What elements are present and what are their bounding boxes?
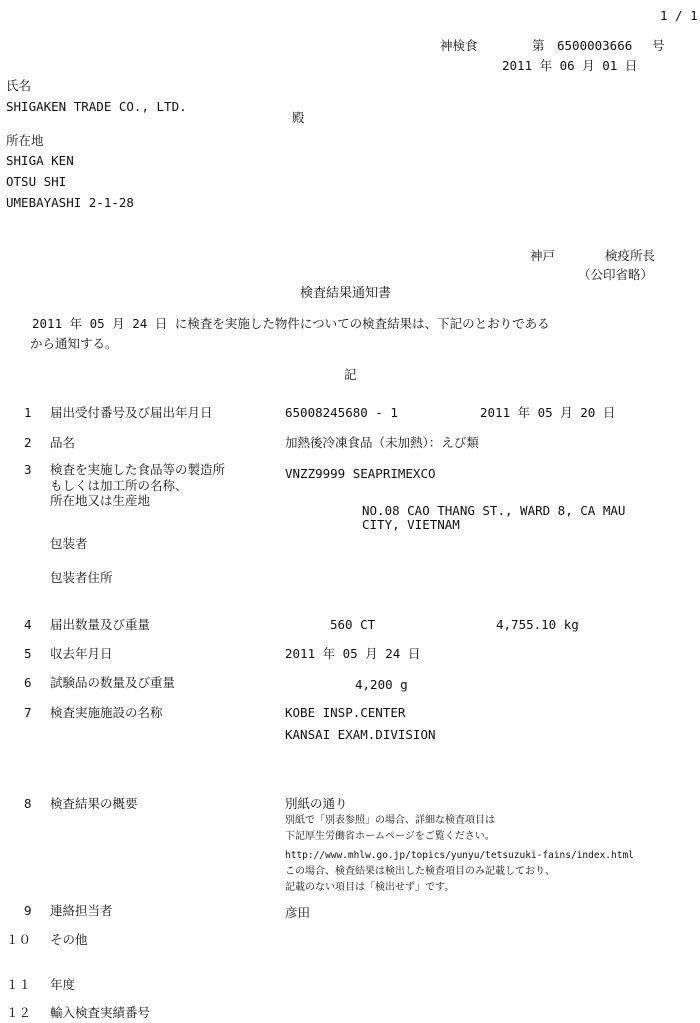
item-value: KANSAI EXAM.DIVISION xyxy=(285,727,436,742)
item-number: １０ xyxy=(6,932,32,947)
item-label: 輸入検査実績番号 xyxy=(50,1005,151,1020)
item-value: VNZZ9999 SEAPRIMEXCO xyxy=(285,466,436,481)
result-note: 別紙で「別表参照」の場合、詳細な検査項目は xyxy=(285,815,495,826)
honorific: 殿 xyxy=(292,110,305,125)
item-value-weight: 4,755.10 kg xyxy=(496,617,579,632)
packer-label: 包装者 xyxy=(50,536,88,551)
item-value: 2011 年 05 月 24 日 xyxy=(285,646,421,661)
item-label: 届出数量及び重量 xyxy=(50,617,151,632)
document-number-dai: 第 xyxy=(532,38,545,53)
page-counter: 1 / 1 xyxy=(660,8,698,23)
address-label: 所在地 xyxy=(6,133,44,148)
item-value: KOBE INSP.CENTER xyxy=(285,705,406,720)
item-number: 8 xyxy=(24,796,32,811)
document-number-go: 号 xyxy=(652,38,665,53)
item-number: 1 xyxy=(24,405,32,420)
item-number: １１ xyxy=(6,977,32,992)
item-label: 検査を実施した食品等の製造所 xyxy=(50,462,226,477)
issuer-office: 神戸 xyxy=(530,248,556,263)
address-line: OTSU SHI xyxy=(6,174,67,189)
ki-mark: 記 xyxy=(344,367,357,382)
result-note: 記載のない項目は「検出せず」です。 xyxy=(285,882,455,893)
item-number: 7 xyxy=(24,705,32,720)
intro-line: から通知する。 xyxy=(30,336,118,351)
item-label: 検査結果の概要 xyxy=(50,796,138,811)
item-label: 年度 xyxy=(50,977,76,992)
seal-note: （公印省略） xyxy=(578,267,654,282)
document-title: 検査結果通知書 xyxy=(300,286,392,301)
item-label: 連絡担当者 xyxy=(50,903,113,918)
item-label: もしくは加工所の名称、 xyxy=(50,478,188,493)
addressee-name: SHIGAKEN TRADE CO., LTD. xyxy=(6,99,187,114)
name-label: 氏名 xyxy=(6,78,32,93)
item-value: 彦田 xyxy=(285,905,311,920)
item-label: その他 xyxy=(50,932,88,947)
address-line: UMEBAYASHI 2-1-28 xyxy=(6,195,134,210)
item-label: 品名 xyxy=(50,435,76,450)
intro-line: 2011 年 05 月 24 日 に検査を実施した物件についての検査結果は、下記のとおりである xyxy=(32,316,550,331)
item-value-date: 2011 年 05 月 20 日 xyxy=(480,405,616,420)
result-note: 下記厚生労働省ホームページをご覧ください。 xyxy=(285,831,495,842)
item-number: 9 xyxy=(24,903,32,918)
result-note: この場合、検査結果は検出した検査項目のみ記載しており、 xyxy=(285,866,555,877)
packer-address-label: 包装者住所 xyxy=(50,570,113,585)
manufacturer-address: CITY, VIETNAM xyxy=(362,517,460,532)
item-number: １２ xyxy=(6,1005,32,1020)
issuer-title: 検疫所長 xyxy=(605,248,656,263)
item-value: 4,200 g xyxy=(355,677,408,692)
item-value: 加熱後冷凍食品（未加熱）：えび類 xyxy=(285,435,479,450)
result-note-url[interactable]: http://www.mhlw.go.jp/topics/yunyu/tetsuzuki-fains/index.html xyxy=(285,850,634,861)
item-number: 2 xyxy=(24,435,32,450)
item-label: 検査実施施設の名称 xyxy=(50,705,163,720)
item-value: 560 CT xyxy=(330,617,376,632)
issue-date: 2011 年 06 月 01 日 xyxy=(502,58,638,73)
item-label: 収去年月日 xyxy=(50,646,113,661)
item-number: 5 xyxy=(24,646,32,661)
item-label: 所在地又は生産地 xyxy=(50,493,151,508)
item-label: 試験品の数量及び重量 xyxy=(50,675,176,690)
item-number: 6 xyxy=(24,675,32,690)
item-number: 4 xyxy=(24,617,32,632)
item-label: 届出受付番号及び届出年月日 xyxy=(50,405,213,420)
document-number: 6500003666 xyxy=(557,38,633,53)
address-line: SHIGA KEN xyxy=(6,153,74,168)
item-value: 別紙の通り xyxy=(285,796,348,811)
item-number: 3 xyxy=(24,462,32,477)
item-value: 65008245680 - 1 xyxy=(285,405,398,420)
manufacturer-address: NO.08 CAO THANG ST., WARD 8, CA MAU xyxy=(362,503,626,518)
document-number-prefix: 神検食 xyxy=(440,38,478,53)
